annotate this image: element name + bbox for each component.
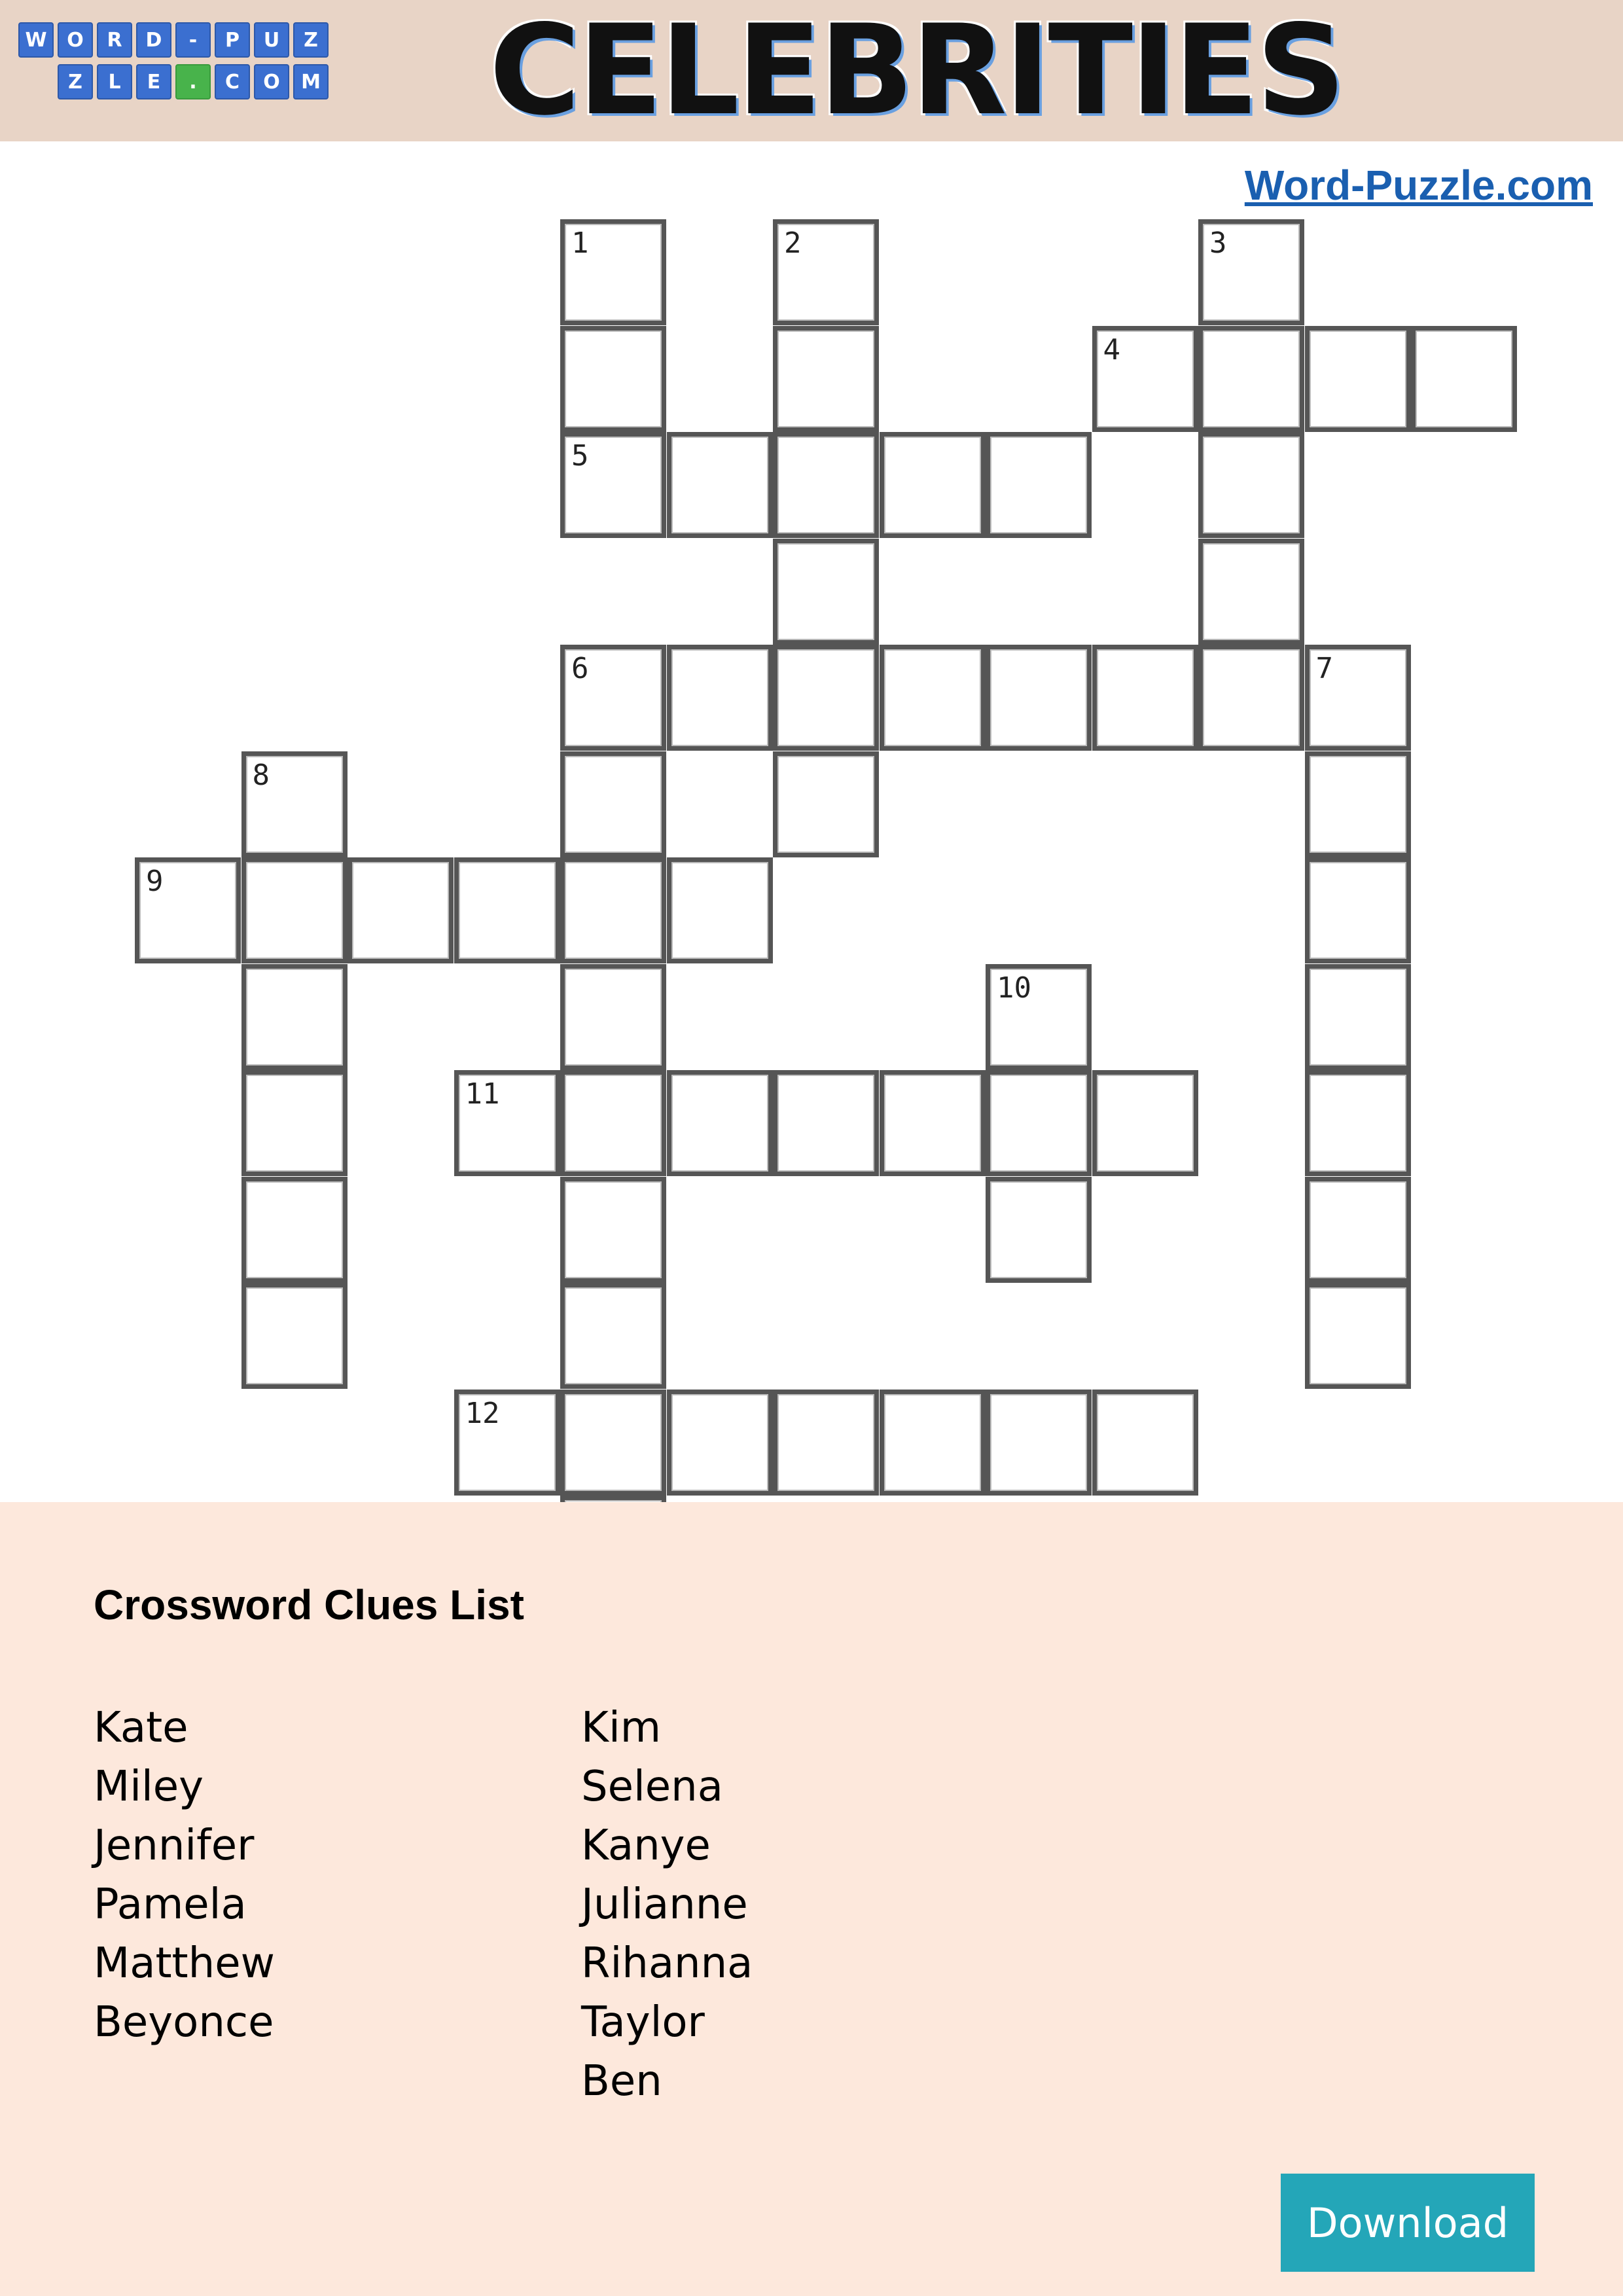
crossword-cell[interactable] — [773, 539, 879, 645]
logo-letter-tile: D — [136, 22, 171, 58]
crossword-cell[interactable] — [241, 1283, 348, 1389]
clues-panel — [0, 1502, 1623, 2296]
crossword-cell[interactable] — [454, 1070, 560, 1176]
logo-letter-tile: O — [58, 22, 93, 58]
crossword-cell[interactable] — [773, 645, 879, 751]
crossword-cell[interactable] — [1198, 645, 1304, 751]
crossword-cell[interactable] — [773, 1390, 879, 1496]
page-title: CELEBRITIES — [489, 0, 1344, 143]
crossword-cell[interactable] — [1305, 964, 1411, 1070]
logo-letter-tile: L — [97, 64, 132, 99]
clue-number: 3 — [1209, 226, 1227, 260]
crossword-cell[interactable] — [773, 326, 879, 432]
logo-letter-tile: R — [97, 22, 132, 58]
crossword-cell[interactable] — [1092, 1070, 1198, 1176]
clue-item: Ben — [581, 2057, 662, 2106]
crossword-cell[interactable] — [880, 1390, 986, 1496]
logo-letter-tile: M — [293, 64, 329, 99]
crossword-cell[interactable] — [1305, 1177, 1411, 1283]
clue-item: Beyonce — [94, 1998, 274, 2047]
logo-letter-tile: Z — [293, 22, 329, 58]
logo-letter-tile: P — [215, 22, 250, 58]
crossword-cell[interactable] — [241, 1070, 348, 1176]
crossword-cell[interactable] — [1305, 645, 1411, 751]
crossword-cell[interactable] — [1198, 219, 1304, 325]
crossword-cell[interactable] — [560, 1283, 666, 1389]
crossword-cell[interactable] — [1198, 539, 1304, 645]
download-button[interactable]: Download — [1281, 2174, 1535, 2272]
crossword-cell[interactable] — [667, 1390, 773, 1496]
clue-number: 6 — [571, 652, 589, 685]
crossword-cell[interactable] — [560, 857, 666, 963]
clue-number: 10 — [997, 971, 1031, 1005]
clue-item: Rihanna — [581, 1939, 753, 1988]
clue-number: 8 — [252, 758, 270, 792]
crossword-cell[interactable] — [880, 645, 986, 751]
clue-item: Selena — [581, 1763, 723, 1811]
clue-item: Matthew — [94, 1939, 275, 1988]
logo-letter-tile: C — [215, 64, 250, 99]
crossword-cell[interactable] — [1198, 326, 1304, 432]
crossword-cell[interactable] — [773, 751, 879, 857]
crossword-cell[interactable] — [560, 326, 666, 432]
crossword-cell[interactable] — [241, 964, 348, 1070]
crossword-cell[interactable] — [667, 857, 773, 963]
clue-item: Taylor — [581, 1998, 705, 2047]
crossword-cell[interactable] — [241, 751, 348, 857]
crossword-cell[interactable] — [773, 1070, 879, 1176]
crossword-cell[interactable] — [454, 1390, 560, 1496]
clue-item: Jennifer — [94, 1821, 255, 1870]
crossword-cell[interactable] — [241, 1177, 348, 1283]
clue-number: 2 — [784, 226, 802, 260]
crossword-cell[interactable] — [1411, 326, 1517, 432]
crossword-cell[interactable] — [560, 751, 666, 857]
crossword-cell[interactable] — [560, 1177, 666, 1283]
crossword-cell[interactable] — [1305, 1070, 1411, 1176]
clue-number: 1 — [571, 226, 589, 260]
clue-item: Pamela — [94, 1880, 247, 1929]
crossword-cell[interactable] — [1305, 751, 1411, 857]
crossword-cell[interactable] — [667, 432, 773, 538]
clue-number: 11 — [465, 1077, 500, 1111]
clue-column-right — [581, 1698, 753, 2111]
logo-letter-tile: E — [136, 64, 171, 99]
crossword-cell[interactable] — [667, 645, 773, 751]
clues-heading: Crossword Clues List — [94, 1581, 524, 1628]
logo-letter-tile: W — [18, 22, 54, 58]
crossword-cell[interactable] — [560, 964, 666, 1070]
logo-letter-tile: O — [254, 64, 289, 99]
clue-number: 4 — [1103, 332, 1120, 367]
crossword-cell[interactable] — [241, 857, 348, 963]
clue-item: Kate — [94, 1704, 188, 1752]
clue-number: 12 — [465, 1396, 500, 1430]
crossword-cell[interactable] — [880, 432, 986, 538]
crossword-cell[interactable] — [135, 857, 241, 963]
clue-number: 9 — [146, 865, 164, 898]
crossword-cell[interactable] — [1305, 326, 1411, 432]
crossword-cell[interactable] — [348, 857, 454, 963]
clue-column-left — [94, 1698, 275, 2052]
clue-item: Kim — [581, 1704, 662, 1752]
crossword-cell[interactable] — [1198, 432, 1304, 538]
crossword-cell[interactable] — [986, 645, 1092, 751]
crossword-cell[interactable] — [667, 1070, 773, 1176]
crossword-cell[interactable] — [1092, 645, 1198, 751]
crossword-cell[interactable] — [1305, 1283, 1411, 1389]
crossword-cell[interactable] — [560, 219, 666, 325]
crossword-cell[interactable] — [560, 1070, 666, 1176]
crossword-cell[interactable] — [560, 1390, 666, 1496]
logo-letter-tile: - — [175, 22, 211, 58]
crossword-cell[interactable] — [986, 1070, 1092, 1176]
clue-number: 5 — [571, 439, 589, 473]
site-link[interactable]: Word-Puzzle.com — [1244, 162, 1593, 209]
clue-item: Julianne — [581, 1880, 748, 1929]
clue-item: Kanye — [581, 1821, 711, 1870]
logo-letter-tile: . — [175, 64, 211, 99]
crossword-cell[interactable] — [986, 964, 1092, 1070]
crossword-cell[interactable] — [773, 219, 879, 325]
crossword-cell[interactable] — [773, 432, 879, 538]
clue-number: 7 — [1315, 652, 1333, 685]
crossword-cell[interactable] — [560, 645, 666, 751]
crossword-cell[interactable] — [986, 1390, 1092, 1496]
logo-letter-tile: U — [254, 22, 289, 58]
clue-item: Miley — [94, 1763, 204, 1811]
crossword-cell[interactable] — [1092, 326, 1198, 432]
crossword-cell[interactable] — [1305, 857, 1411, 963]
logo-letter-tile: Z — [58, 64, 93, 99]
crossword-cell[interactable] — [880, 1070, 986, 1176]
crossword-cell[interactable] — [454, 857, 560, 963]
crossword-cell[interactable] — [986, 432, 1092, 538]
crossword-cell[interactable] — [560, 432, 666, 538]
crossword-cell[interactable] — [1092, 1390, 1198, 1496]
crossword-cell[interactable] — [986, 1177, 1092, 1283]
